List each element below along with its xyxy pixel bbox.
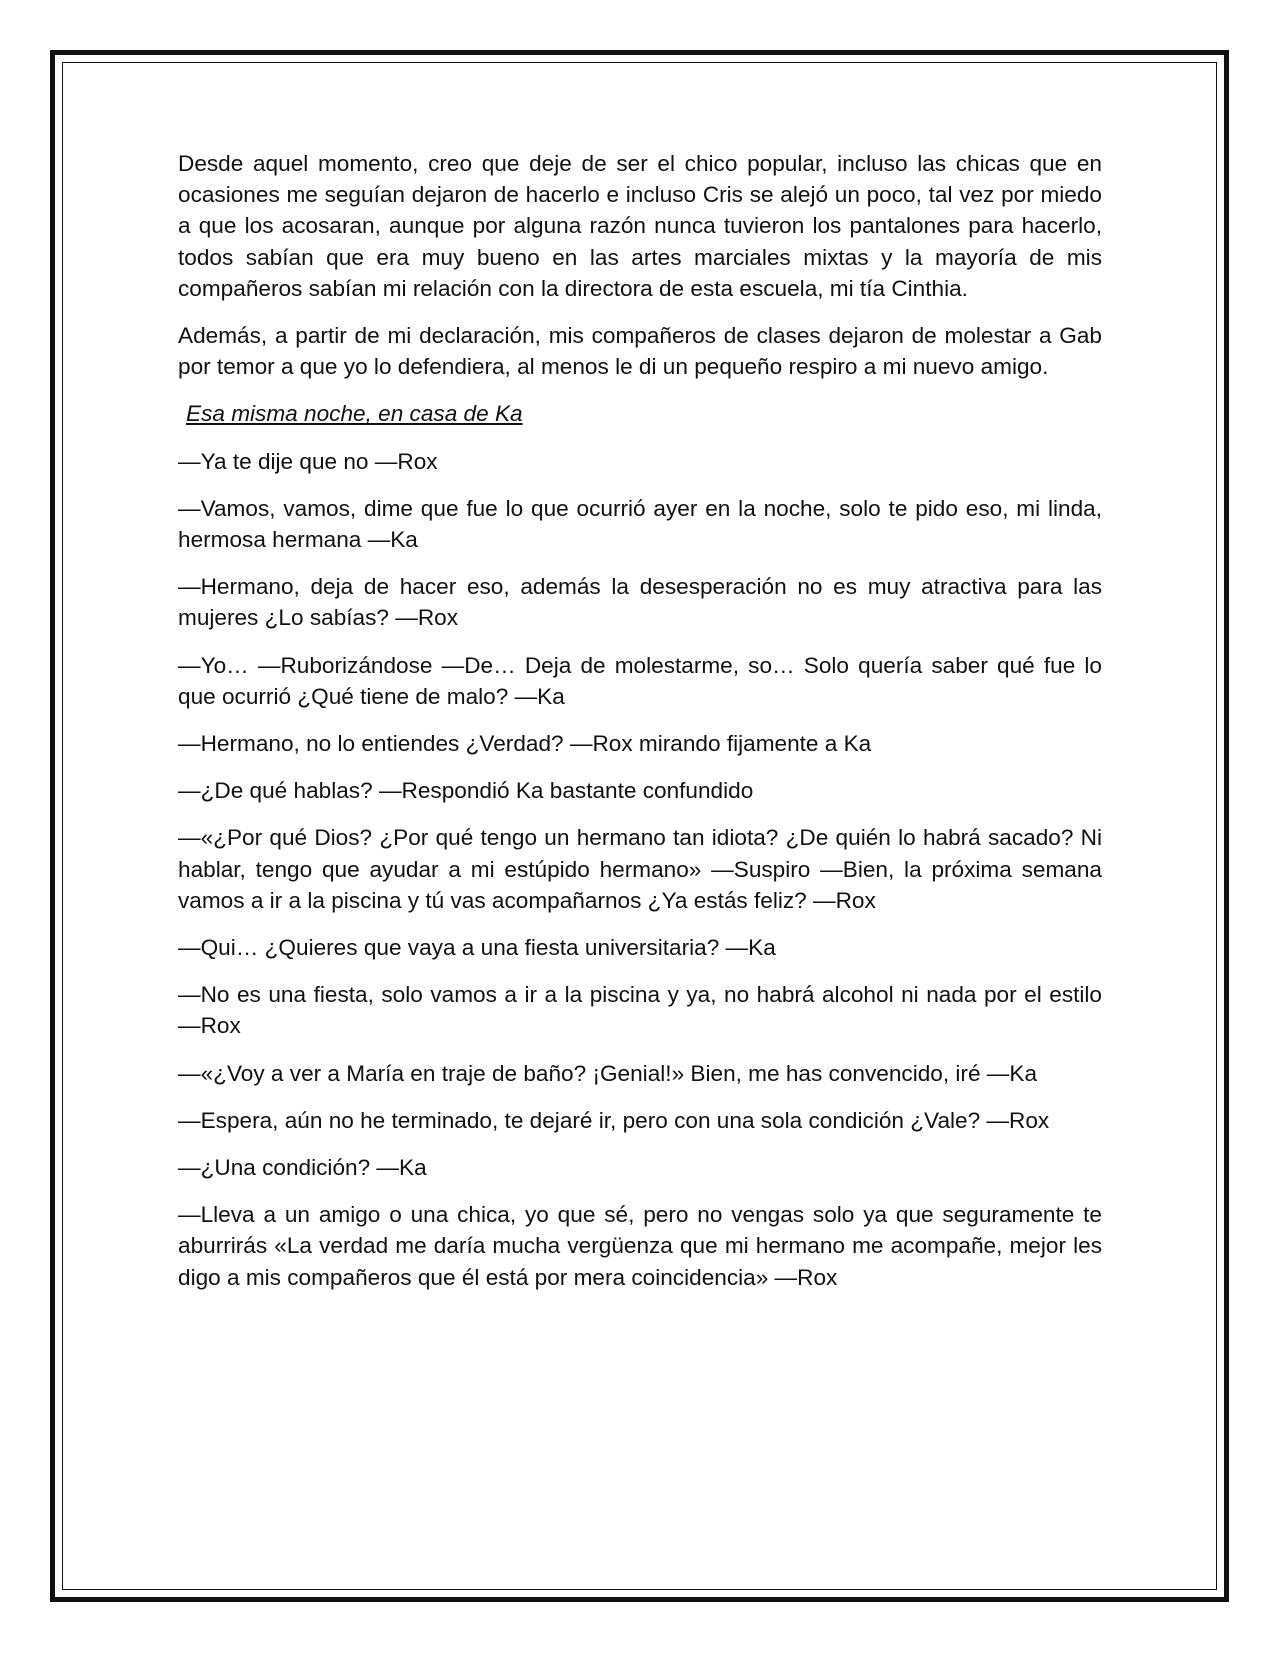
dialogue-line: —«¿Por qué Dios? ¿Por qué tengo un hermano tan idiota? ¿De quién lo habrá sacado? Ni hablar, tengo que ayudar a mi estúpido hermano» —Suspiro —Bien, la próxima semana vamos a ir a la piscina y tú vas acompañarnos ¿Ya estás feliz? —Rox — [178, 825, 1102, 913]
scene-heading: Esa misma noche, en casa de Ka — [186, 401, 523, 427]
dialogue-line: —No es una fiesta, solo vamos a ir a la piscina y ya, no habrá alcohol ni nada por el estilo —Rox — [178, 982, 1102, 1039]
paragraph: Desde aquel momento, creo que deje de ser el chico popular, incluso las chicas que en ocasiones me seguían dejaron de hacerlo e incluso Cris se alejó un poco, tal vez por miedo a que los acosaran, aunque por alguna razón nunca tuvieron los pantalones para hacerlo, todos sabían que era muy bueno en las artes marciales mixtas y la mayoría de mis compañeros sabían mi relación con la directora de esta escuela, mi tía Cinthia. — [178, 151, 1102, 301]
dialogue-line: —Hermano, deja de hacer eso, además la desesperación no es muy atractiva para las mujeres ¿Lo sabías? —Rox — [178, 574, 1102, 631]
dialogue-line: —Ya te dije que no —Rox — [178, 448, 438, 474]
document-body — [178, 148, 1102, 1309]
dialogue-line: —Lleva a un amigo o una chica, yo que sé, pero no vengas solo ya que seguramente te aburrirás «La verdad me daría mucha vergüenza que mi hermano me acompañe, mejor les digo a mis compañeros que él está por mera coincidencia» —Rox — [178, 1202, 1102, 1290]
dialogue-line: —«¿Voy a ver a María en traje de baño? ¡Genial!» Bien, me has convencido, iré —Ka — [178, 1060, 1038, 1086]
paragraph: Además, a partir de mi declaración, mis compañeros de clases dejaron de molestar a Gab por temor a que yo lo defendiera, al menos le di un pequeño respiro a mi nuevo amigo. — [178, 323, 1102, 380]
dialogue-line: —¿De qué hablas? —Respondió Ka bastante confundido — [178, 778, 754, 804]
dialogue-line: —Yo… —Ruborizándose —De… Deja de molestarme, so… Solo quería saber qué fue lo que ocurrió ¿Qué tiene de malo? —Ka — [178, 652, 1102, 709]
dialogue-line: —Qui… ¿Quieres que vaya a una fiesta universitaria? —Ka — [178, 935, 776, 961]
dialogue-line: —Hermano, no lo entiendes ¿Verdad? —Rox mirando fijamente a Ka — [178, 731, 872, 757]
dialogue-line: —Espera, aún no he terminado, te dejaré ir, pero con una sola condición ¿Vale? —Rox — [178, 1107, 1050, 1133]
dialogue-line: —¿Una condición? —Ka — [178, 1155, 427, 1181]
dialogue-line: —Vamos, vamos, dime que fue lo que ocurrió ayer en la noche, solo te pido eso, mi linda, hermosa hermana —Ka — [178, 495, 1102, 553]
